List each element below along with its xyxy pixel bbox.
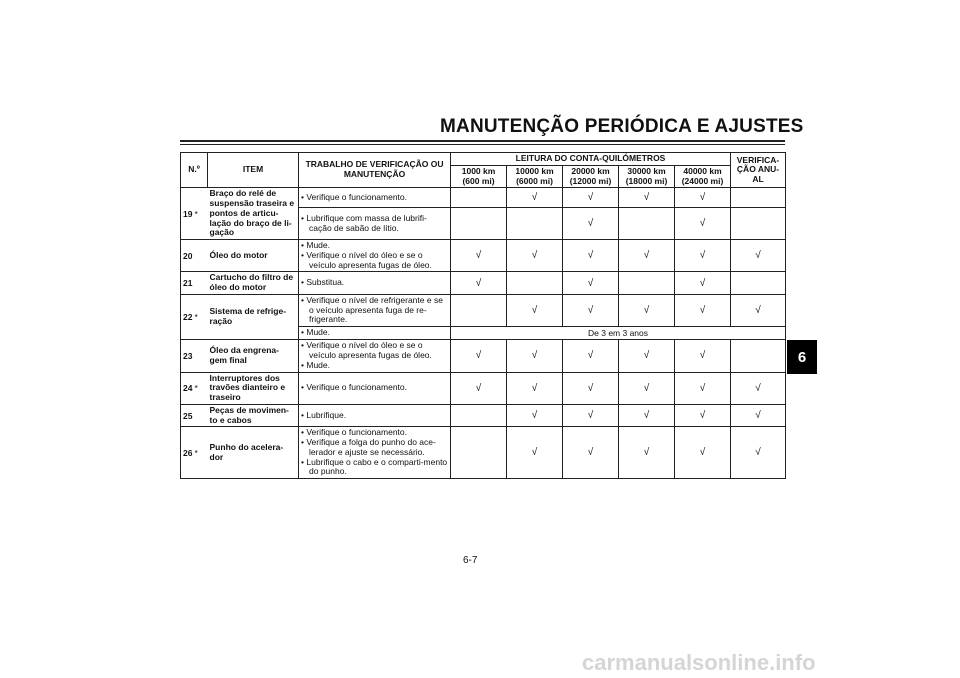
- work-step: • Verifique a folga do punho do ace-lerador e ajuste se necessário.: [301, 438, 448, 458]
- row-number: [181, 404, 208, 427]
- row-number-value: 23: [183, 350, 193, 361]
- row-number-value: 26: [183, 447, 193, 458]
- interval-mi: (18000 mi): [625, 175, 668, 186]
- check-cell: [507, 208, 563, 240]
- check-mark: √: [755, 305, 761, 317]
- row-item: Óleo do motor: [208, 240, 299, 272]
- work-list: [301, 278, 448, 288]
- check-cell: [731, 208, 786, 240]
- check-cell: [507, 272, 563, 295]
- work-step: • Mude.: [301, 328, 448, 338]
- header-item: ITEM: [208, 153, 299, 188]
- check-mark: √: [699, 350, 706, 362]
- check-cell: [619, 372, 675, 404]
- check-cell: [451, 340, 507, 372]
- header-interval: [675, 165, 731, 188]
- check-cell: [675, 427, 731, 479]
- header-annual: VERIFICA-ÇÃO ANU-AL: [731, 153, 786, 188]
- check-mark: √: [587, 218, 594, 230]
- header-interval: [507, 165, 563, 188]
- row-star: *: [194, 312, 198, 323]
- check-mark: √: [755, 447, 761, 459]
- table-row: [181, 294, 786, 326]
- check-cell: [619, 427, 675, 479]
- interval-mi: (24000 mi): [681, 175, 724, 186]
- check-cell: [563, 188, 619, 208]
- interval-mi: (12000 mi): [569, 175, 612, 186]
- check-cell: [731, 294, 786, 326]
- check-mark: √: [475, 250, 482, 262]
- check-cell: [507, 404, 563, 427]
- check-cell: [451, 372, 507, 404]
- interval-mi: (600 mi): [462, 175, 495, 186]
- row-work: [299, 427, 451, 479]
- check-mark: √: [643, 410, 650, 422]
- check-mark: √: [699, 447, 706, 459]
- row-number: [181, 272, 208, 295]
- check-mark: √: [699, 218, 706, 230]
- check-cell: [507, 188, 563, 208]
- row-work: [299, 340, 451, 372]
- check-cell: [507, 372, 563, 404]
- check-mark: √: [531, 350, 538, 362]
- row-item: Óleo da engrena-gem final: [208, 340, 299, 372]
- row-star: *: [194, 208, 198, 219]
- work-list: [301, 193, 448, 203]
- header-odometer: LEITURA DO CONTA-QUILÓMETROS: [451, 153, 731, 166]
- check-mark: √: [699, 250, 706, 262]
- check-mark: √: [531, 410, 538, 422]
- table-row: [181, 188, 786, 208]
- check-mark: √: [587, 192, 594, 204]
- work-step: • Verifique o funcionamento.: [301, 383, 448, 393]
- row-star: *: [194, 447, 198, 458]
- check-cell: [619, 240, 675, 272]
- check-mark: √: [643, 382, 650, 394]
- row-number-value: 20: [183, 250, 193, 261]
- check-cell: [675, 208, 731, 240]
- table-row: [181, 240, 786, 272]
- check-cell: [507, 240, 563, 272]
- check-cell: [619, 404, 675, 427]
- check-cell: [507, 427, 563, 479]
- chapter-tab: 6: [787, 340, 817, 374]
- work-list: [301, 341, 448, 370]
- header-row: [181, 153, 786, 166]
- check-mark: √: [643, 192, 650, 204]
- row-item: Interruptores dos travões dianteiro e traseiro: [208, 372, 299, 404]
- check-cell: [675, 404, 731, 427]
- header-num: N.º: [181, 153, 208, 188]
- check-mark: √: [587, 410, 594, 422]
- check-mark: √: [643, 447, 650, 459]
- row-number: [181, 240, 208, 272]
- interval-mi: (6000 mi): [516, 175, 553, 186]
- check-cell: [675, 340, 731, 372]
- check-cell: [731, 404, 786, 427]
- row-work: [299, 404, 451, 427]
- check-cell: [731, 272, 786, 295]
- footer-watermark: [582, 650, 816, 676]
- work-list: [301, 296, 448, 325]
- table-row: [181, 404, 786, 427]
- check-mark: √: [699, 382, 706, 394]
- interval-km: 40000 km: [683, 165, 722, 176]
- check-mark: √: [755, 410, 761, 422]
- check-mark: √: [587, 382, 594, 394]
- table-row: [181, 427, 786, 479]
- row-work: [299, 272, 451, 295]
- work-list: [301, 411, 448, 421]
- work-list: [301, 214, 448, 234]
- check-mark: √: [755, 250, 761, 262]
- row-item: Braço do relé de suspensão traseira e pontos de articu-lação do braço de li-gação: [208, 188, 299, 240]
- row-item: Peças de movimen-to e cabos: [208, 404, 299, 427]
- check-cell: [563, 208, 619, 240]
- row-work: [299, 208, 451, 240]
- table-row: [181, 272, 786, 295]
- check-mark: √: [643, 305, 650, 317]
- row-number: [181, 188, 208, 240]
- maintenance-table: [180, 152, 786, 479]
- check-mark: √: [587, 447, 594, 459]
- check-cell: [563, 240, 619, 272]
- check-cell: [507, 340, 563, 372]
- work-list: [301, 328, 448, 338]
- check-mark: √: [531, 192, 538, 204]
- check-mark: √: [643, 250, 650, 262]
- interval-km: 20000 km: [571, 165, 610, 176]
- footer-prefix: carmanualsonline: [582, 650, 770, 675]
- page-title: MANUTENÇÃO PERIÓDICA E AJUSTES: [440, 116, 804, 137]
- check-mark: √: [531, 250, 538, 262]
- header-interval: [619, 165, 675, 188]
- work-step: • Verifique o funcionamento.: [301, 428, 448, 438]
- check-cell: [731, 240, 786, 272]
- interval-km: 1000 km: [461, 165, 496, 176]
- work-step: • Lubrifique com massa de lubrifi-cação de sabão de lítio.: [301, 214, 448, 234]
- row-item: Punho do acelera-dor: [208, 427, 299, 479]
- row-number: [181, 372, 208, 404]
- row-work: [299, 372, 451, 404]
- check-mark: √: [755, 382, 761, 394]
- row-number: [181, 294, 208, 339]
- work-step: • Verifique o nível de refrigerante e se o veículo apresenta fuga de re-frigerante.: [301, 296, 448, 325]
- work-step: • Verifique o funcionamento.: [301, 193, 448, 203]
- check-cell: [563, 372, 619, 404]
- check-mark: √: [699, 305, 706, 317]
- row-item: Cartucho do filtro de óleo do motor: [208, 272, 299, 295]
- table-row: [181, 372, 786, 404]
- row-number: [181, 427, 208, 479]
- check-mark: √: [587, 250, 594, 262]
- row-number-value: 22: [183, 312, 193, 323]
- check-cell: [507, 294, 563, 326]
- header-interval: [563, 165, 619, 188]
- check-cell: [619, 272, 675, 295]
- work-step: • Mude.: [301, 361, 448, 371]
- row-work: [299, 240, 451, 272]
- row-work: [299, 294, 451, 326]
- check-cell: [451, 272, 507, 295]
- check-mark: √: [531, 382, 538, 394]
- footer-suffix: .info: [769, 650, 816, 675]
- check-cell: [731, 372, 786, 404]
- title-rule: [180, 140, 785, 142]
- check-mark: √: [643, 350, 650, 362]
- row-work: [299, 188, 451, 208]
- title-rule-thin: [180, 144, 785, 145]
- row-number-value: 25: [183, 410, 193, 421]
- work-step: • Verifique o nível do óleo e se o veículo apresenta fugas de óleo.: [301, 251, 448, 271]
- row-number: [181, 340, 208, 372]
- table-row: [181, 340, 786, 372]
- check-cell: [451, 208, 507, 240]
- check-cell: [675, 188, 731, 208]
- row-item: Sistema de refrige-ração: [208, 294, 299, 339]
- check-cell: [451, 294, 507, 326]
- row-star: *: [194, 383, 198, 394]
- check-cell: [619, 294, 675, 326]
- check-cell: [619, 340, 675, 372]
- check-cell: [675, 372, 731, 404]
- check-mark: √: [699, 192, 706, 204]
- check-mark: √: [475, 277, 482, 289]
- header-interval: [451, 165, 507, 188]
- check-cell: [451, 427, 507, 479]
- check-mark: √: [531, 305, 538, 317]
- row-number-value: 19: [183, 208, 193, 219]
- check-cell: [731, 188, 786, 208]
- check-cell: [675, 272, 731, 295]
- row-work: [299, 327, 451, 340]
- interval-km: 10000 km: [515, 165, 554, 176]
- header-work: TRABALHO DE VERIFICAÇÃO OU MANUTENÇÃO: [299, 153, 451, 188]
- check-mark: √: [531, 447, 538, 459]
- check-cell: [675, 240, 731, 272]
- check-cell: [563, 272, 619, 295]
- check-cell: [563, 427, 619, 479]
- check-mark: √: [587, 350, 594, 362]
- check-mark: √: [699, 277, 706, 289]
- check-mark: √: [475, 350, 482, 362]
- work-list: [301, 241, 448, 270]
- check-mark: √: [587, 305, 594, 317]
- check-cell: [563, 294, 619, 326]
- check-cell: [619, 208, 675, 240]
- check-cell: [619, 188, 675, 208]
- work-step: • Lubrifique.: [301, 411, 448, 421]
- work-list: [301, 383, 448, 393]
- work-step: • Substitua.: [301, 278, 448, 288]
- check-cell: [563, 404, 619, 427]
- check-mark: √: [587, 277, 594, 289]
- check-mark: √: [699, 410, 706, 422]
- work-step: • Lubrifique o cabo e o comparti-mento do punho.: [301, 458, 448, 478]
- check-cell: [563, 340, 619, 372]
- check-cell: [731, 427, 786, 479]
- check-cell: [451, 240, 507, 272]
- work-step: • Mude.: [301, 241, 448, 251]
- work-list: [301, 428, 448, 477]
- check-cell: [731, 340, 786, 372]
- interval-km: 30000 km: [627, 165, 666, 176]
- check-mark: √: [475, 382, 482, 394]
- page-number: 6-7: [463, 555, 478, 566]
- row-number-value: 24: [183, 383, 193, 394]
- check-cell: [451, 404, 507, 427]
- work-step: • Verifique o nível do óleo e se o veículo apresenta fugas de óleo.: [301, 341, 448, 361]
- check-cell: [675, 294, 731, 326]
- check-cell: [451, 188, 507, 208]
- interval-span: De 3 em 3 anos: [451, 327, 786, 340]
- row-number-value: 21: [183, 278, 193, 289]
